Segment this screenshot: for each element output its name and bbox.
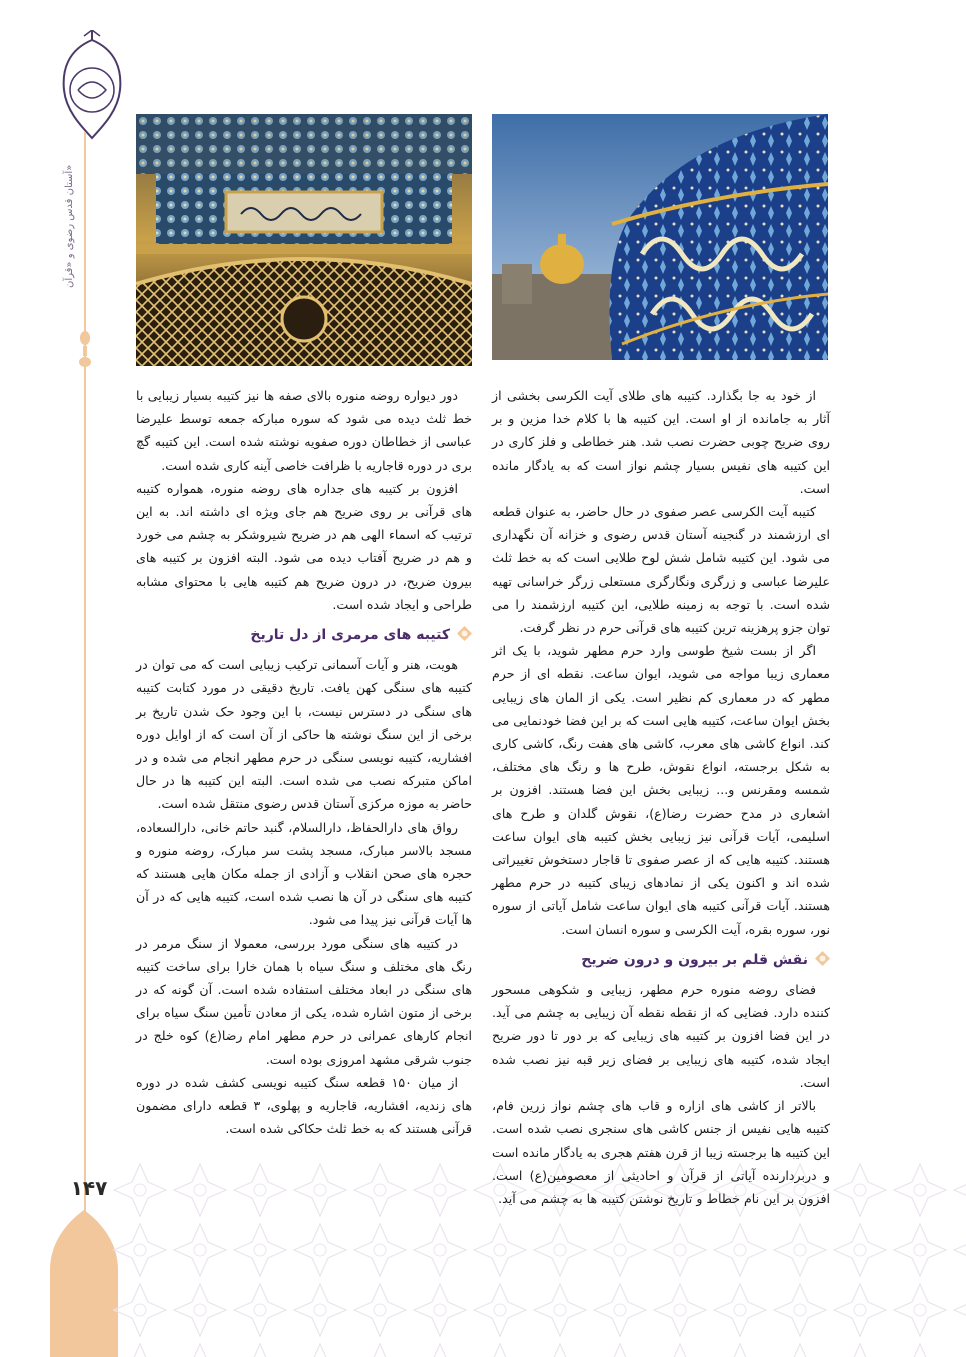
section-heading: [492, 949, 830, 972]
section-heading-text: کتیبه های مرمری از دل تاریخ: [250, 627, 450, 644]
paragraph: کتیبه آیت الکرسی عصر صفوی در حال حاضر، به عنوان قطعه ای ارزشمند در گنجینه آستان قدس رضوی و خزانه آن نگهداری می شود. این کتیبه شامل شش لوح طلایی است که به خط ثلث علیرضا عباسی و زرگری ونگارگری مستعلی زرگر خراسانی تهیه شده است. با توجه به زمینه طلایی، این کتیبه ارزشمند را می توان جزو پرهزینه ترین کتیبه های قرآنی حرم در نظر گرفت.: [492, 504, 830, 636]
bullet-ornament-icon: [815, 951, 830, 966]
page-number: ۱۴۷: [70, 1176, 108, 1200]
left-text-column: [136, 384, 472, 1141]
paragraph: بالاتر از کاشی های ازاره و قاب های چشم نواز زرین فام، کتیبه هایی نفیس از جنس کاشی های سنجری نصب شده است. این کتیبه ها برجسته زیبا از قرن هفتم هجری به یادگار مانده است و دربردارنده آیاتی از قرآن و احادیثی از معصومین(ع) است. افزون بر این نام خطاط و تاریخ نوشتن کتیبه ها به چشم می آید.: [492, 1098, 830, 1206]
paragraph: در کتیبه های سنگی مورد بررسی، معمولا از سنگ مرمر در رنگ های مختلف و سنگ سیاه با همان خارا برای ساخت کتیبه های سنگی در ابعاد مختلف استفاده شده است. آن گونه که در برخی از متون اشاره شده، یکی از معادن تأمین سنگ سیاه برای انجام کارهای عمرانی در حرم مطهر امام رضا(ع) کوه خلج در جنوب شرقی مشهد امروزی بوده است.: [136, 935, 472, 1067]
vertical-section-label: آستان قدس رضوی و «قرآن»: [64, 164, 75, 288]
logo-badge: [58, 30, 126, 140]
paragraph: فضای روضه منوره حرم مطهر، زیبایی و شکوهی مسحور کننده دارد. فضایی که از نقطه نقطه آن زیبایی به چشم می آید. در این فضا افزون بر کتیبه های زیبایی که بر دور تا دور ضریح ایجاد شده، کتیبه های زیبایی بر فضای زیر قبه نیز نصب شده است.: [492, 982, 830, 1090]
photo-dome-inscription: [492, 114, 828, 360]
paragraph: رواق های دارالحفاظ، دارالسلام، گنبد حاتم خانی، دارالسعاده، مسجد بالاسر مبارک، مسجد پشت سر مبارک، روضه منوره و حجره های صحن انقلاب و آزادی از جمله مکان هایی هستند که کتیبه های سنگی در آن ها نصب شده است، کتیبه هایی که در آن ها آیات قرآنی نیز پیدا می شود.: [136, 819, 472, 928]
section-heading: [136, 624, 472, 647]
corner-ornament: [40, 1210, 120, 1357]
paragraph: از میان ۱۵۰ قطعه سنگ کتیبه نویسی کشف شده در دوره های زندیه، افشاریه، قاجاریه و پهلوی، ۳ قطعه دارای مضمون قرآنی هستند که به خط ثلث حکاکی شده است.: [136, 1074, 472, 1137]
margin-rule: [84, 132, 86, 1252]
section-heading-text: نقش قلم بر بیرون و درون ضریح: [581, 951, 808, 968]
paragraph: هویت، هنر و آیات آسمانی ترکیب زیبایی است که می توان در کتیبه های سنگی کهن یافت. تاریخ دقیقی در مورد کتابت کتیبه های سنگی در دسترس نیست، با این وجود حک شدن تاریخ بر برخی از این سنگ نوشته ها حاکی از آن است که از اوایل دوره افشاریه، کتیبه نویسی سنگی در حرم مطهر انجام می شده و در اماکن متبرکه نصب می شده است. البته این کتیبه ها در حال حاضر به موزه مرکزی آستان قدس رضوی منتقل شده است.: [136, 657, 472, 812]
paragraph: از خود به جا بگذارد. کتیبه های طلای آیت الکرسی بخشی از آثار به جامانده از او است. این کتیبه ها با کلام خدا مزین و بر روی ضریح چوبی حضرت نصب شد. هنر خطاطی و فلز کاری در این کتیبه های نفیس بسیار چشم نواز است که به یادگار مانده است.: [492, 388, 830, 496]
paragraph: دور دیواره روضه منوره بالای صفه ها نیز کتیبه بسیار زیبایی با خط ثلث دیده می شود که سوره مبارکه جمعه توسط علیرضا عباسی از خطاطان دوره صفویه نوشته شده است. این کتیبه گچ بری در دوره قاجاریه با ظرافت خاصی آینه کاری شده است.: [136, 388, 472, 473]
bullet-ornament-icon: [457, 626, 472, 641]
paragraph: افزون بر کتیبه های جداره های روضه منوره، همواره کتیبه های قرآنی بر روی ضریح هم جای ویژه ای داشته اند. به این ترتیب که اسماء الهی هم در ضریح شیروشکر به چشم می خورد و هم در ضریح آفتاب دیده می شود. البته افزون بر کتیبه های بیرون ضریح، در درون ضریح هم کتیبه هایی با محتوای مشابه طراحی و ایجاد شده است.: [136, 480, 472, 612]
paragraph: اگر از بست شیخ طوسی وارد حرم مطهر شوید، با یک اثر معماری زیبا مواجه می شوید، ایوان ساعت. نقطه ای از حرم مطهر که در معماری کم نظیر است. یکی از المان های زیبایی بخش ایوان ساعت، کتیبه هایی است که بر این فضا خودنمایی می کند. انواع کاشی های معرب، کاشی های هفت رنگ، کاشی کاری به شکل برجسته، انواع نقوش، طرح ها و رنگ های مختلف، شمسه ومقرنس و... زیبایی بخش این فضا هستند. افزون بر اشعاری در مدح حضرت رضا(ع)، نقوش گلدان و طرح های اسلیمی، آیات قرآنی نیز زیبایی بخش کتیبه های ایوان ساعت هستند. کتیبه هایی که از عصر صفوی تا قاجار دستخوش تغییراتی شده اند و اکنون یکی از نمادهای زیبای کتیبه در حرم مطهر هستند. آیات قرآنی کتیبه های ایوان ساعت شامل آیاتی از سوره نور، سوره بقره، آیت الکرسی و سوره انسان است.: [492, 643, 830, 937]
photo-ornamented-arch: [136, 114, 472, 366]
right-text-column: [492, 384, 830, 1210]
